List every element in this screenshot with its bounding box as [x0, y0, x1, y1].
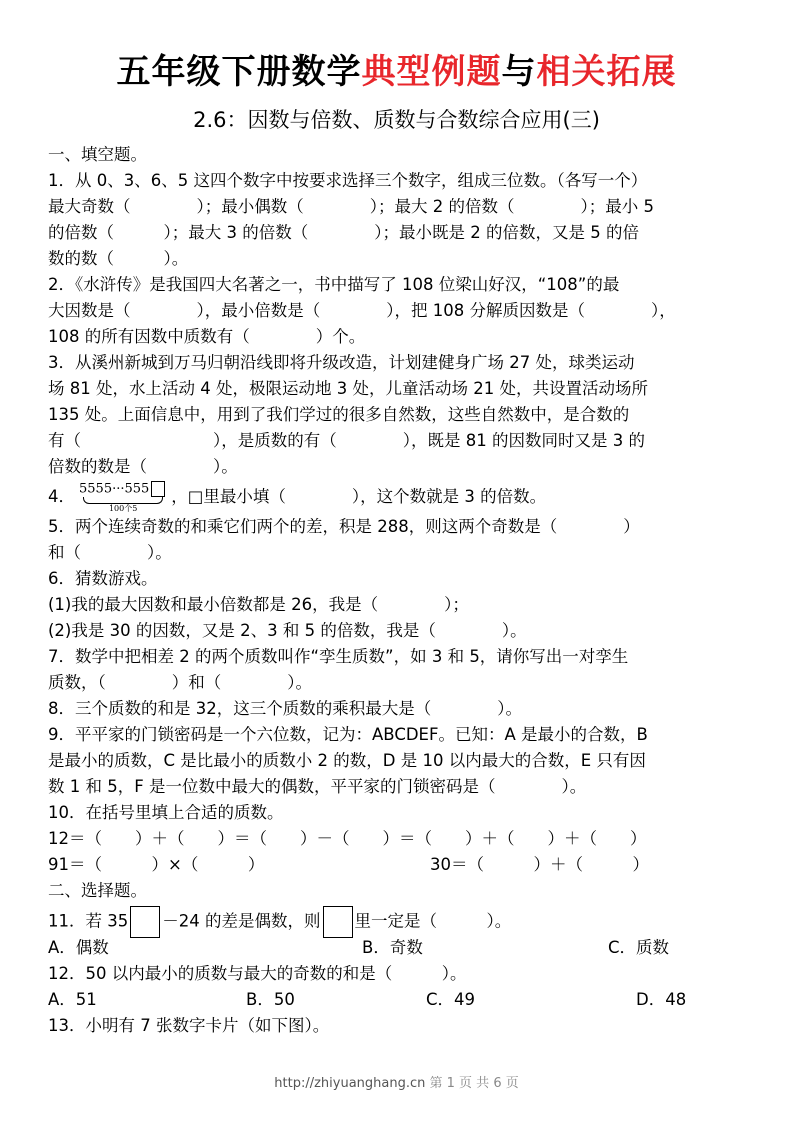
q11-blank-box-2: [323, 906, 353, 938]
q10-equation-91: 91＝（ ）×（ ）: [48, 855, 265, 874]
q4-underbrace: [83, 497, 163, 504]
q11-option-b: B．奇数: [362, 938, 423, 957]
q3-line-2: 场 81 处，水上活动 4 处，极限运动地 3 处，儿童活动场 21 处，共设置活动场所: [48, 379, 648, 398]
q3-line-1: 3．从溪州新城到万马归朝沿线即将升级改造，计划建健身广场 27 处，球类运动: [48, 353, 635, 372]
q4-digits-top: 5555···555: [79, 481, 167, 497]
q7-line-2: 质数，（ ）和（ ）。: [48, 673, 312, 692]
q9-line-1: 9．平平家的门锁密码是一个六位数，记为：ABCDEF。已知：A 是最小的合数，B: [48, 725, 648, 744]
q10-heading: 10．在括号里填上合适的质数。: [48, 803, 284, 822]
q9-line-3: 数 1 和 5，F 是一位数中最大的偶数，平平家的门锁密码是（ ）。: [48, 777, 587, 796]
q2-line-1: 2．《水浒传》是我国四大名著之一，书中描写了 108 位梁山好汉，“108”的最: [48, 275, 620, 294]
q11-prefix: 11．若 35: [48, 911, 129, 931]
q4-repeated-digits: [79, 481, 167, 514]
page-subtitle: 2.6：因数与倍数、质数与合数综合应用(三): [193, 108, 600, 132]
q10-equation-30: 30＝（ ）＋（ ）: [430, 855, 649, 874]
q6-heading: 6．猜数游戏。: [48, 569, 158, 588]
q1-line-2: 最大奇数（ ）；最小偶数（ ）；最大 2 的倍数（ ）；最小 5: [48, 197, 654, 216]
title-part-1: 五年级下册数学: [116, 52, 362, 92]
q11-suffix: 里一定是（ ）。: [354, 911, 512, 931]
q12-option-b: B．50: [246, 990, 295, 1009]
q11-blank-box-1: [130, 906, 160, 938]
q10-equation-12: 12＝（ ）＋（ ）＝（ ）－（ ）＝（ ）＋（ ）＋（ ）: [48, 829, 647, 848]
q4-digits-count: 100个5: [108, 504, 138, 513]
q4-rest: ，□里最小填（ ），这个数就是 3 的倍数。: [171, 487, 547, 506]
q11-option-a: A．偶数: [48, 938, 109, 957]
q4-blank-box: [151, 481, 165, 497]
section-1-heading: 一、填空题。: [48, 145, 147, 164]
title-highlight-2: 相关拓展: [536, 52, 677, 92]
q6-sub-2: (2)我是 30 的因数，又是 2、3 和 5 的倍数，我是（ ）。: [48, 621, 527, 640]
q3-line-4: 有（ ），是质数的有（ ），既是 81 的因数同时又是 3 的: [48, 431, 645, 450]
q6-sub-1: (1)我的最大因数和最小倍数都是 26，我是（ ）；: [48, 595, 469, 614]
q1-line-4: 数的数（ ）。: [48, 249, 189, 268]
q12-option-a: A．51: [48, 990, 97, 1009]
q5-line-1: 5．两个连续奇数的和乘它们两个的差，积是 288，则这两个奇数是（ ）: [48, 517, 640, 536]
footer-page-number: 第 1 页 共 6 页: [429, 1076, 519, 1091]
q11-middle: －24 的差是偶数，则: [162, 911, 321, 931]
q11-option-c: C．质数: [608, 938, 670, 957]
q2-line-2: 大因数是（ ），最小倍数是（ ），把 108 分解质因数是（ ），: [48, 301, 676, 320]
q12-option-d: D．48: [636, 990, 687, 1009]
q2-line-3: 108 的所有因数中质数有（ ）个。: [48, 327, 366, 346]
q7-line-1: 7．数学中把相差 2 的两个质数叫作“孪生质数”，如 3 和 5，请你写出一对孪生: [48, 647, 629, 666]
title-highlight-1: 典型例题: [361, 52, 502, 92]
q5-line-2: 和（ ）。: [48, 543, 172, 562]
q13-stem: 13．小明有 7 张数字卡片（如下图）。: [48, 1016, 330, 1035]
page-title: [0, 44, 793, 93]
section-2-heading: 二、选择题。: [48, 881, 147, 900]
q1-line-3: 的倍数（ ）；最大 3 的倍数（ ）；最小既是 2 的倍数，又是 5 的倍: [48, 223, 639, 242]
q1-line-1: 1．从 0、3、6、5 这四个数字中按要求选择三个数字，组成三位数。（各写一个）: [48, 171, 648, 190]
q3-line-5: 倍数的数是（ ）。: [48, 457, 238, 476]
title-part-2: 与: [501, 52, 537, 92]
q3-line-3: 135 处。上面信息中，用到了我们学过的很多自然数，这些自然数中，是合数的: [48, 405, 630, 424]
footer-url[interactable]: http://zhiyuanghang.cn: [274, 1076, 426, 1091]
q12-stem: 12．50 以内最小的质数与最大的奇数的和是（ ）。: [48, 964, 467, 983]
q4-line: [48, 481, 546, 514]
q12-option-c: C．49: [426, 990, 476, 1009]
q11-stem: [48, 906, 511, 938]
q8-line: 8．三个质数的和是 32，这三个质数的乘积最大是（ ）。: [48, 699, 522, 718]
page-footer: [0, 1072, 793, 1091]
q4-number: 4．: [48, 487, 75, 506]
q9-line-2: 是最小的质数，C 是比最小的质数小 2 的数，D 是 10 以内最大的合数，E 只有因: [48, 751, 646, 770]
